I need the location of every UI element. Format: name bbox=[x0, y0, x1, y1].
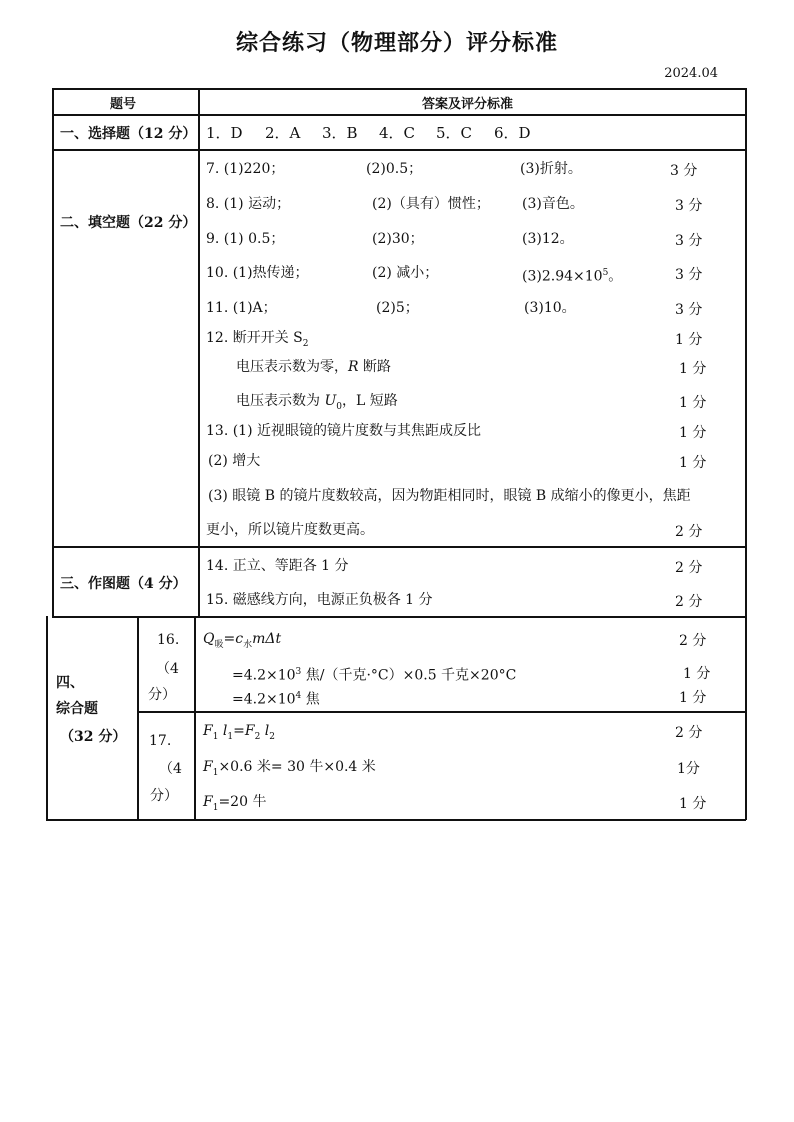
q7-part2: (2)0.5； bbox=[366, 161, 423, 177]
q13-line3: (3) 眼镜 B 的镜片度数较高，因为物距相同时，眼镜 B 成缩小的像更小，焦距 bbox=[208, 488, 691, 504]
q8-part3: (3)音色。 bbox=[522, 196, 584, 212]
q7-points: 3 分 bbox=[670, 163, 698, 179]
q16-line3-points: 1 分 bbox=[679, 690, 707, 706]
answer-4: 4．C bbox=[379, 124, 416, 142]
q13-line2-points: 1 分 bbox=[679, 455, 707, 471]
q16-line1-points: 2 分 bbox=[679, 633, 707, 649]
q17-line1: $F_1$ $l_1=F_2$ $l_2$ bbox=[203, 723, 275, 742]
page-title: 综合练习（物理部分）评分标准 bbox=[235, 31, 558, 56]
q13-line1-points: 1 分 bbox=[679, 425, 707, 441]
section-3-label: 三、作图题（4 分） bbox=[60, 576, 187, 592]
header-answer: 答案及评分标准 bbox=[422, 97, 514, 112]
q16-line2-points: 1 分 bbox=[683, 666, 711, 682]
section-1-label: 一、选择题（12 分） bbox=[60, 126, 197, 142]
section-2-label: 二、填空题（22 分） bbox=[60, 215, 197, 231]
answer-6: 6．D bbox=[494, 124, 531, 142]
header-question-no: 题号 bbox=[110, 97, 137, 112]
q11-points: 3 分 bbox=[675, 302, 703, 318]
q17-line3: $F_1=20$ 牛 bbox=[203, 794, 267, 813]
q13-line1: 13. (1) 近视眼镜的镜片度数与其焦距成反比 bbox=[206, 423, 481, 439]
q11-part2: (2)5； bbox=[376, 300, 419, 316]
q7-part1: 7. (1)220； bbox=[206, 161, 285, 177]
q14-points: 2 分 bbox=[675, 560, 703, 576]
q17-line2-points: 1分 bbox=[677, 761, 700, 777]
answer-2: 2．A bbox=[265, 124, 301, 142]
q15-text: 15. 磁感线方向，电源正负极各 1 分 bbox=[206, 592, 433, 608]
q9-part3: (3)12。 bbox=[522, 231, 574, 247]
answer-3: 3．B bbox=[322, 124, 358, 142]
answer-5: 5．C bbox=[436, 124, 473, 142]
q12-line3-points: 1 分 bbox=[679, 395, 707, 411]
q14-text: 14. 正立、等距各 1 分 bbox=[206, 558, 349, 574]
q9-part2: (2)30； bbox=[372, 231, 424, 247]
q17-line3-points: 1 分 bbox=[679, 796, 707, 812]
q10-part3: $(3)2.94\times 10^5$。 bbox=[522, 268, 623, 285]
q16-score-2: 分） bbox=[148, 687, 176, 703]
q12-line1-points: 1 分 bbox=[675, 332, 703, 348]
q17-line2: $F_1\times 0.6$ 米= 30 牛×0.4 米 bbox=[203, 759, 376, 778]
q8-part1: 8. (1) 运动； bbox=[206, 196, 291, 212]
q12-line3: 电压表示数为 $U_0$，L 短路 bbox=[236, 393, 398, 412]
q11-part3: (3)10。 bbox=[524, 300, 576, 316]
q16-line1: $Q_吸=c_水m\Delta t$ bbox=[203, 631, 282, 650]
q9-points: 3 分 bbox=[675, 233, 703, 249]
q12-line2: 电压表示数为零，R 断路 bbox=[236, 359, 391, 375]
q10-part2: (2) 减小； bbox=[372, 265, 439, 281]
q17-score-2: 分） bbox=[150, 788, 178, 804]
q12-line2-points: 1 分 bbox=[679, 361, 707, 377]
q7-part3: (3)折射。 bbox=[520, 161, 582, 177]
q10-part1: 10. (1)热传递； bbox=[206, 265, 309, 281]
date: 2024.04 bbox=[664, 66, 718, 81]
q16-line2: $=4.2\times 10^3$ 焦/（千克·°C）×0.5 千克×20°C bbox=[232, 667, 517, 684]
q15-points: 2 分 bbox=[675, 594, 703, 610]
q16-score-1: （4 bbox=[156, 661, 179, 677]
q9-part1: 9. (1) 0.5； bbox=[206, 231, 285, 247]
q13-line2: (2) 增大 bbox=[208, 453, 261, 469]
q16-number: 16. bbox=[157, 632, 180, 648]
q17-line1-points: 2 分 bbox=[675, 725, 703, 741]
q8-points: 3 分 bbox=[675, 198, 703, 214]
q17-score-1: （4 bbox=[159, 761, 182, 777]
q11-part1: 11. (1)A； bbox=[206, 300, 277, 316]
answer-1: 1．D bbox=[206, 124, 243, 142]
q10-points: 3 分 bbox=[675, 267, 703, 283]
q13-line4-points: 2 分 bbox=[675, 524, 703, 540]
q13-line4: 更小，所以镜片度数更高。 bbox=[206, 522, 374, 538]
q12-line1: 12. 断开开关 $S_2$ bbox=[206, 330, 309, 349]
q17-number: 17. bbox=[149, 733, 172, 749]
q16-line3: $=4.2\times 10^4$ 焦 bbox=[232, 691, 320, 708]
q8-part2: (2)（具有）惯性； bbox=[372, 196, 490, 212]
